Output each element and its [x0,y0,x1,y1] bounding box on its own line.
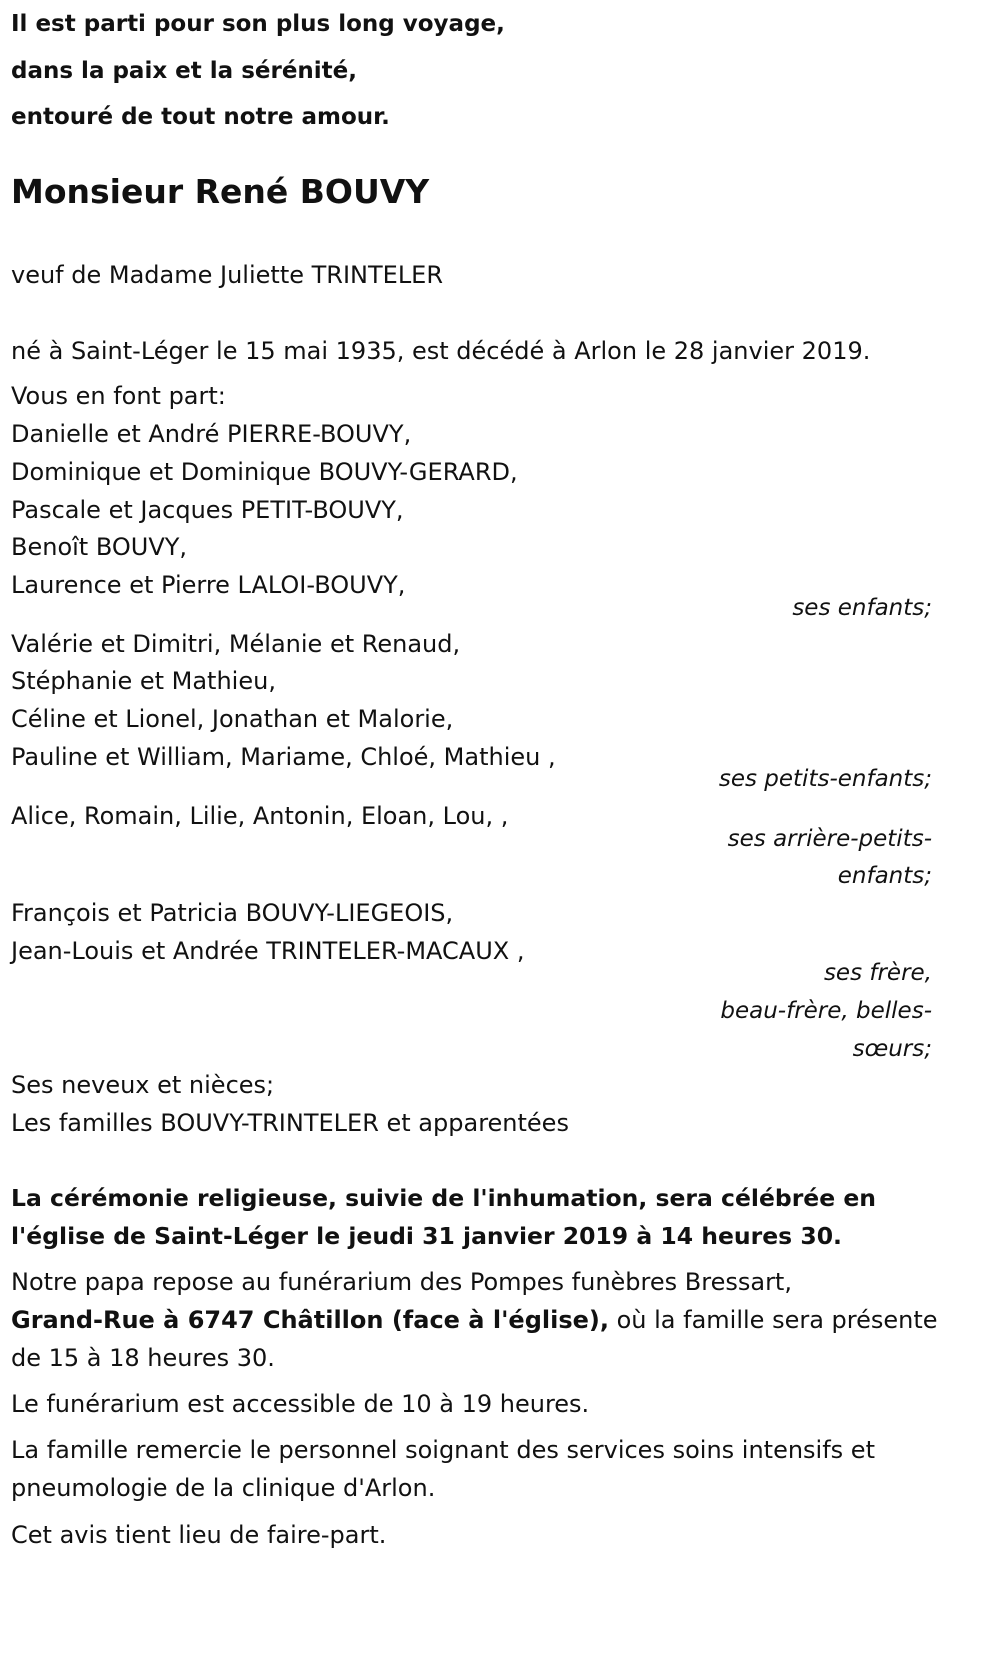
great-grandchildren-role-1: ses arrière-petits- [727,826,932,852]
child-line-2: Dominique et Dominique BOUVY-GERARD, [11,458,518,486]
ceremony-line-2: l'église de Saint-Léger le jeudi 31 janvier 2019 à 14 heures 30. [11,1222,842,1250]
funeral-home-line-3: de 15 à 18 heures 30. [11,1344,275,1372]
grandchild-line-2: Stéphanie et Mathieu, [11,667,276,695]
grandchildren-role: ses petits-enfants; [718,766,932,792]
intro-line-1: Il est parti pour son plus long voyage, [11,11,505,37]
great-grandchildren-role-2: enfants; [837,863,932,889]
birth-death-line: né à Saint-Léger le 15 mai 1935, est décédé à Arlon le 28 janvier 2019. [11,337,871,365]
siblings-role-2: beau-frère, belles- [720,998,932,1024]
child-line-5: Laurence et Pierre LALOI-BOUVY, [11,571,406,599]
grandchild-line-4: Pauline et William, Mariame, Chloé, Mathieu , [11,743,556,771]
funeral-home-line-1: Notre papa repose au funérarium des Pompes funèbres Bressart, [11,1268,792,1296]
others-line-1: Ses neveux et nièces; [11,1071,275,1099]
intro-line-2: dans la paix et la sérénité, [11,58,358,84]
thanks-line-2: pneumologie de la clinique d'Arlon. [11,1474,436,1502]
funeral-home-line-2 [11,1301,938,1339]
closing-line: Cet avis tient lieu de faire-part. [11,1521,387,1549]
deceased-name: Monsieur René BOUVY [11,172,430,211]
siblings-role-3: sœurs; [852,1036,932,1062]
funeral-home-presence: où la famille sera présente [608,1306,938,1334]
grandchild-line-3: Céline et Lionel, Jonathan et Malorie, [11,705,454,733]
intro-line-3: entouré de tout notre amour. [11,104,390,130]
ceremony-line-1: La cérémonie religieuse, suivie de l'inhumation, sera célébrée en [11,1184,877,1212]
announce-line: Vous en font part: [11,382,226,410]
access-line: Le funérarium est accessible de 10 à 19 heures. [11,1390,590,1418]
child-line-1: Danielle et André PIERRE-BOUVY, [11,420,412,448]
children-role: ses enfants; [792,595,932,621]
grandchild-line-1: Valérie et Dimitri, Mélanie et Renaud, [11,630,461,658]
sibling-line-2: Jean-Louis et Andrée TRINTELER-MACAUX , [11,937,525,965]
thanks-line-1: La famille remercie le personnel soignant des services soins intensifs et [11,1436,875,1464]
funeral-home-address: Grand-Rue à 6747 Châtillon (face à l'église), [11,1306,609,1334]
siblings-role-1: ses frère, [823,960,932,986]
great-grandchild-line-1: Alice, Romain, Lilie, Antonin, Eloan, Lou, , [11,802,509,830]
others-line-2: Les familles BOUVY-TRINTELER et apparentées [11,1109,569,1137]
widow-line: veuf de Madame Juliette TRINTELER [11,261,444,289]
child-line-4: Benoît BOUVY, [11,533,188,561]
sibling-line-1: François et Patricia BOUVY-LIEGEOIS, [11,899,454,927]
child-line-3: Pascale et Jacques PETIT-BOUVY, [11,496,404,524]
